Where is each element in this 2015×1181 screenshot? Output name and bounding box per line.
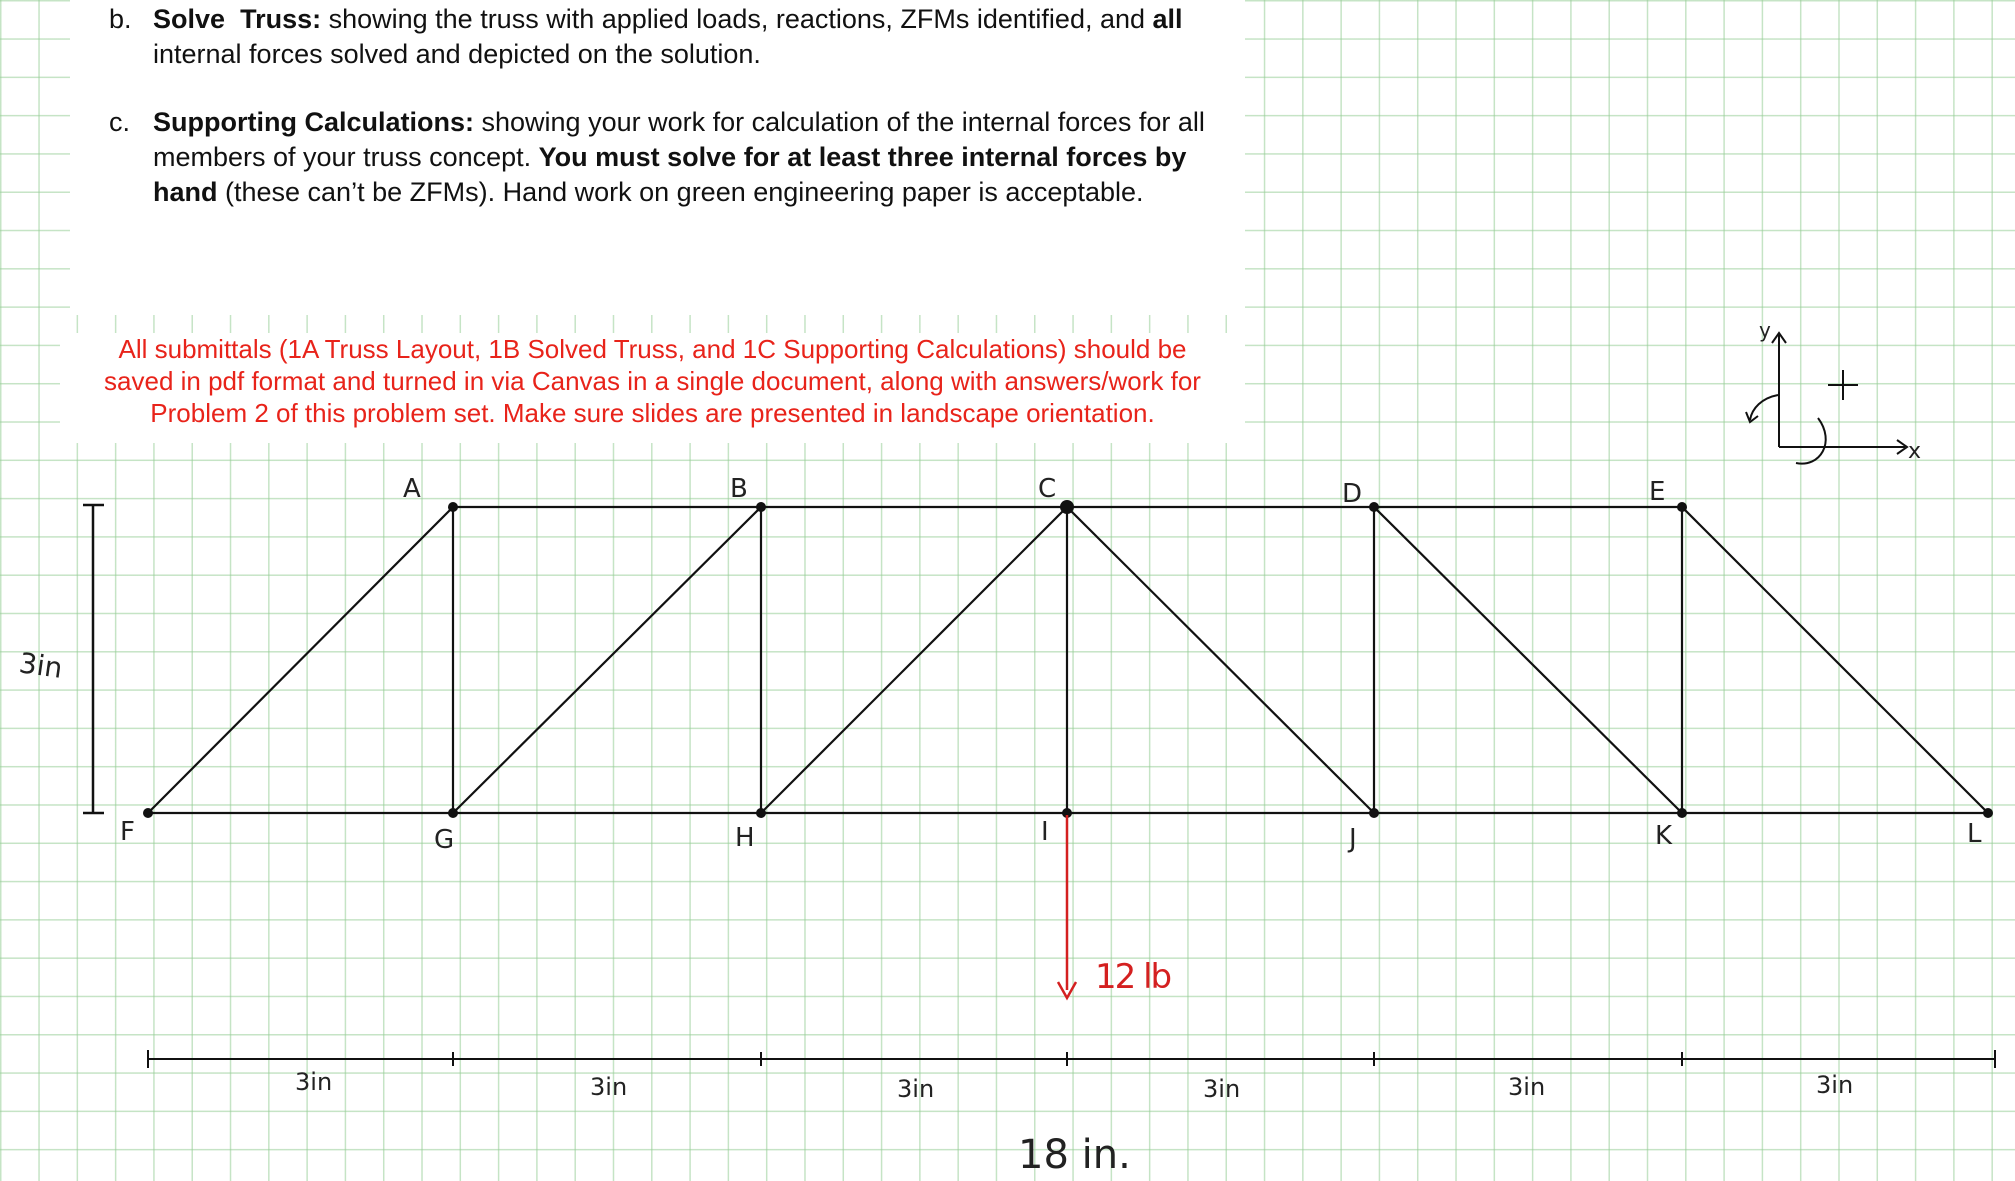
span-dimension-line xyxy=(148,1050,1995,1068)
node-label-H: H xyxy=(735,823,755,853)
node-label-F: F xyxy=(120,817,135,847)
node-label-B: B xyxy=(730,474,748,504)
item-b-bold-truss: Truss: xyxy=(240,4,322,34)
node-label-G: G xyxy=(434,825,455,855)
node-label-K: K xyxy=(1655,821,1673,851)
notice-line-3: Problem 2 of this problem set. Make sure slides are presented in landscape orientation. xyxy=(150,398,1155,428)
node-label-I: I xyxy=(1041,817,1049,847)
joint-F xyxy=(143,808,153,818)
panel-length-labels xyxy=(295,1068,1853,1103)
member-CJ xyxy=(1067,507,1374,813)
node-labels xyxy=(120,474,1982,855)
truss-members xyxy=(148,507,1988,813)
joint-B xyxy=(756,502,766,512)
notice-line-1: All submittals (1A Truss Layout, 1B Solved Truss, and 1C Supporting Calculations) should be xyxy=(118,334,1187,364)
node-label-E: E xyxy=(1649,477,1666,507)
item-c-marker: c. xyxy=(109,107,131,137)
item-b-bold-all: all xyxy=(1152,4,1183,34)
joint-L xyxy=(1983,808,1993,818)
item-b-bold-solve: Solve xyxy=(153,4,226,34)
notice-line-2: saved in pdf format and turned in via Canvas in a single document, along with answers/work for xyxy=(104,366,1201,396)
item-c-bold-requirement: You must solve for at least three internal forces by xyxy=(538,142,1187,172)
panel-label-6: 3in xyxy=(1816,1071,1854,1099)
item-b-marker: b. xyxy=(109,4,132,34)
joint-K xyxy=(1677,808,1687,818)
joint-G xyxy=(448,808,458,818)
load-label: 12 lb xyxy=(1095,957,1171,997)
node-label-A: A xyxy=(403,474,421,504)
item-c-text-3: (these can’t be ZFMs). Hand work on green engineering paper is acceptable. xyxy=(217,177,1144,207)
node-label-C: C xyxy=(1038,474,1057,504)
item-c-bold-hand: hand xyxy=(153,177,218,207)
panel-label-5: 3in xyxy=(1508,1073,1546,1101)
item-c-text-1: showing your work for calculation of the internal forces for all xyxy=(474,107,1205,137)
total-span-label: 18 in. xyxy=(1018,1132,1131,1178)
panel-label-3: 3in xyxy=(897,1075,935,1103)
joint-D xyxy=(1369,502,1379,512)
item-b-text: showing the truss with applied loads, reactions, ZFMs identified, and xyxy=(321,4,1153,34)
axis-x-label: x xyxy=(1908,439,1922,464)
panel-label-4: 3in xyxy=(1203,1075,1241,1103)
panel-label-1: 3in xyxy=(295,1068,333,1096)
axis-y-label: y xyxy=(1759,318,1771,342)
panel-label-2: 3in xyxy=(590,1073,628,1101)
applied-load-arrow xyxy=(1058,815,1076,998)
node-label-D: D xyxy=(1342,479,1363,509)
joint-A xyxy=(448,502,458,512)
member-EL xyxy=(1682,507,1988,813)
height-dimension xyxy=(83,505,104,813)
member-FA xyxy=(148,507,453,813)
joint-C xyxy=(1060,500,1074,514)
node-label-L: L xyxy=(1967,819,1982,849)
item-c-text-2: members of your truss concept. xyxy=(153,142,539,172)
node-label-J: J xyxy=(1349,824,1357,854)
joint-E xyxy=(1677,502,1687,512)
joint-H xyxy=(756,808,766,818)
item-b-text-2: internal forces solved and depicted on the solution. xyxy=(153,39,761,69)
sign-convention xyxy=(1746,333,1907,464)
height-label: 3in xyxy=(17,646,65,685)
member-HC xyxy=(761,507,1067,813)
item-c-bold-heading: Supporting Calculations: xyxy=(153,107,474,137)
member-GB xyxy=(453,507,761,813)
member-DK xyxy=(1374,507,1682,813)
joint-J xyxy=(1369,808,1379,818)
